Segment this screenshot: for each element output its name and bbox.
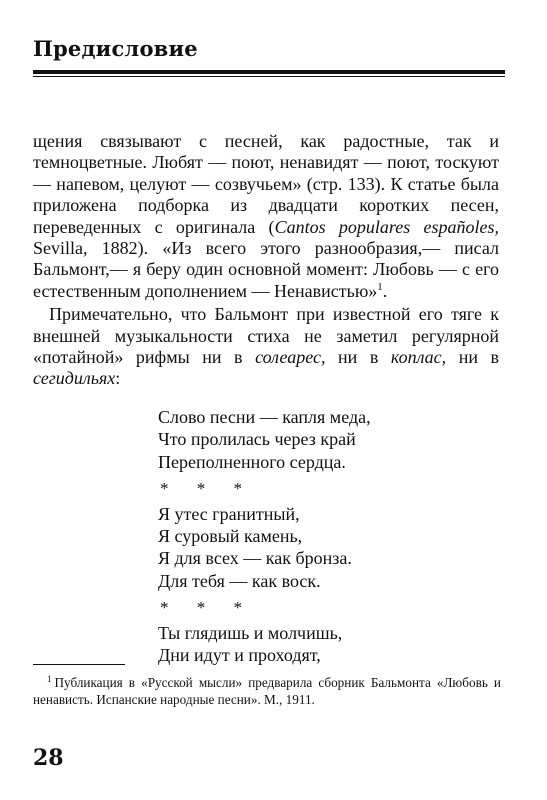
footnote-number: 1	[47, 673, 52, 684]
poem-stanza-2	[158, 503, 478, 592]
paragraph-1-text-b: Sevilla, 1882). «Из всего этого разнообразия,— писал Бальмонт,— я беру один основной момент: Любовь — с его естественным дополнением — Ненавистью»	[33, 238, 499, 301]
poem-line: Я для всех — как бронза.	[158, 548, 352, 569]
paragraph-2-italic-3: сегидильях	[33, 368, 116, 389]
footnote-reference[interactable]: 1	[377, 280, 383, 293]
paragraph-2-text-b: ни в	[325, 347, 391, 368]
page-number: 28	[33, 745, 64, 771]
poem-stanza-3	[158, 622, 478, 667]
paragraph-2-text-c: ни в	[446, 347, 500, 368]
main-text	[33, 131, 499, 390]
footnote-divider	[33, 664, 125, 665]
stanza-separator: * * *	[160, 598, 254, 618]
poem-line: Ты глядишь и молчишь,	[158, 623, 343, 644]
poem-line: Я суровый камень,	[158, 526, 303, 547]
paragraph-2-text-d: :	[115, 368, 121, 389]
header-rule-thin	[33, 76, 505, 77]
paragraph-1-text-a: щения связывают с песней, как радостные, так и темноцветные. Любят — поют, ненавидят — поют, тоскуют — напевом, целуют — созвучьем» (стр. 133). К статье была приложена подборка из двадцати коротких песен, переведенных с оригинала (	[33, 131, 499, 237]
paragraph-1-italic-title: Cantos populares españoles,	[274, 216, 499, 237]
poem-line: Я утес гранитный,	[158, 503, 300, 524]
paragraph-2-italic-1: солеарес,	[255, 347, 326, 368]
poem-block	[158, 406, 478, 667]
poem-stanza-1	[158, 406, 478, 473]
footnote	[33, 675, 501, 709]
paragraph-1-text-c: .	[382, 280, 388, 301]
header-rule-thick	[33, 70, 505, 74]
poem-line: Дни идут и проходят,	[158, 645, 321, 666]
paragraph-2-italic-2: коплас,	[390, 347, 447, 368]
poem-line: Слово песни — капля меда,	[158, 407, 371, 427]
poem-line: Что пролилась через край	[158, 429, 356, 450]
poem-line: Для тебя — как воск.	[158, 570, 321, 591]
stanza-separator: * * *	[160, 478, 254, 498]
paragraph-1	[33, 131, 499, 302]
page-title: Предисловие	[33, 36, 198, 61]
running-header	[33, 36, 505, 77]
paragraph-2-text-a: Примечательно, что Бальмонт при известной его тяге к внешней музыкальности стиха не заметил регулярной «потайной» рифмы ни в	[33, 304, 499, 368]
footnote-text: Публикация в «Русской мысли» предварила сборник Бальмонта «Любовь и ненависть. Испанские народные песни». М., 1911.	[33, 675, 501, 707]
poem-line: Переполненного сердца.	[158, 451, 346, 472]
paragraph-2	[33, 304, 499, 390]
